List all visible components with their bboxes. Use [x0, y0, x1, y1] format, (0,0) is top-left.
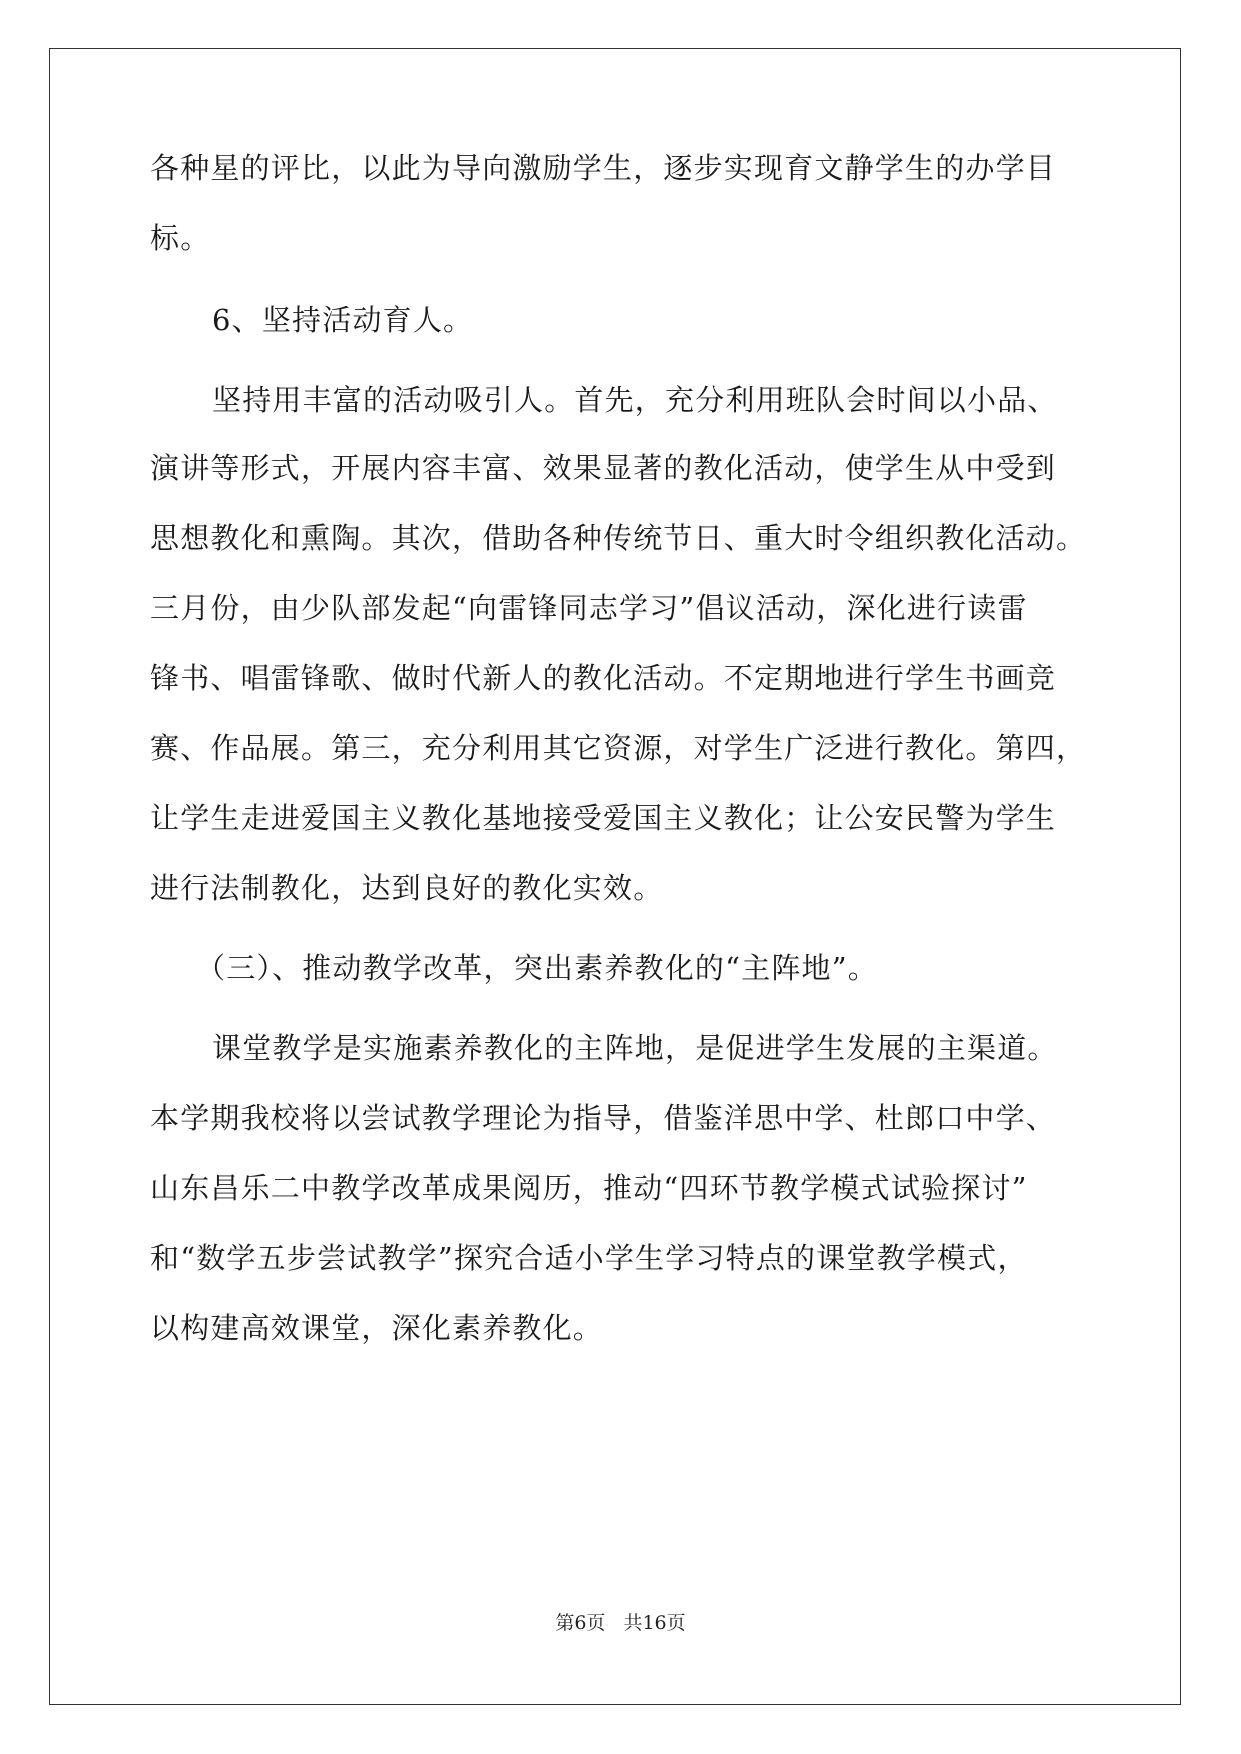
text-line: 思想教化和熏陶。其次，借助各种传统节日、重大时令组织教化活动。: [150, 521, 1087, 555]
text-line: 本学期我校将以尝试教学理论为指导，借鉴洋思中学、杜郎口中学、: [150, 1101, 1057, 1135]
text-line: 演讲等形式，开展内容丰富、效果显著的教化活动，使学生从中受到: [150, 451, 1057, 485]
text-line: 锋书、唱雷锋歌、做时代新人的教化活动。不定期地进行学生书画竞: [150, 661, 1057, 695]
paragraph-start: 课堂教学是实施素养教化的主阵地，是促进学生发展的主渠道。: [212, 1031, 1058, 1065]
text-line: 标。: [150, 221, 211, 255]
text-line: 各种星的评比，以此为导向激励学生，逐步实现育文静学生的办学目: [150, 151, 1057, 185]
paragraph-start: 坚持用丰富的活动吸引人。首先，充分利用班队会时间以小品、: [212, 383, 1058, 417]
page-number: 第6页: [555, 1612, 606, 1634]
section-heading: （三）、推动教学改革，突出素养教化的“主阵地”。: [196, 951, 878, 985]
text-line: 三月份，由少队部发起“向雷锋同志学习”倡议活动，深化进行读雷: [150, 591, 1028, 625]
page-total: 共16页: [623, 1612, 686, 1634]
text-line: 以构建高效课堂，深化素养教化。: [150, 1311, 604, 1345]
text-line: 山东昌乐二中教学改革成果阅历，推动“四环节教学模式试验探讨”: [150, 1171, 1028, 1205]
page-footer: [0, 1608, 1241, 1635]
text-line: 和“数学五步尝试教学”探究合适小学生学习特点的课堂教学模式，: [150, 1241, 1028, 1275]
text-line: 赛、作品展。第三，充分利用其它资源，对学生广泛进行教化。第四，: [150, 731, 1087, 765]
text-line: 进行法制教化，达到良好的教化实效。: [150, 871, 664, 905]
text-line: 让学生走进爱国主义教化基地接受爱国主义教化；让公安民警为学生: [150, 801, 1057, 835]
section-heading: 6、坚持活动育人。: [212, 303, 474, 337]
